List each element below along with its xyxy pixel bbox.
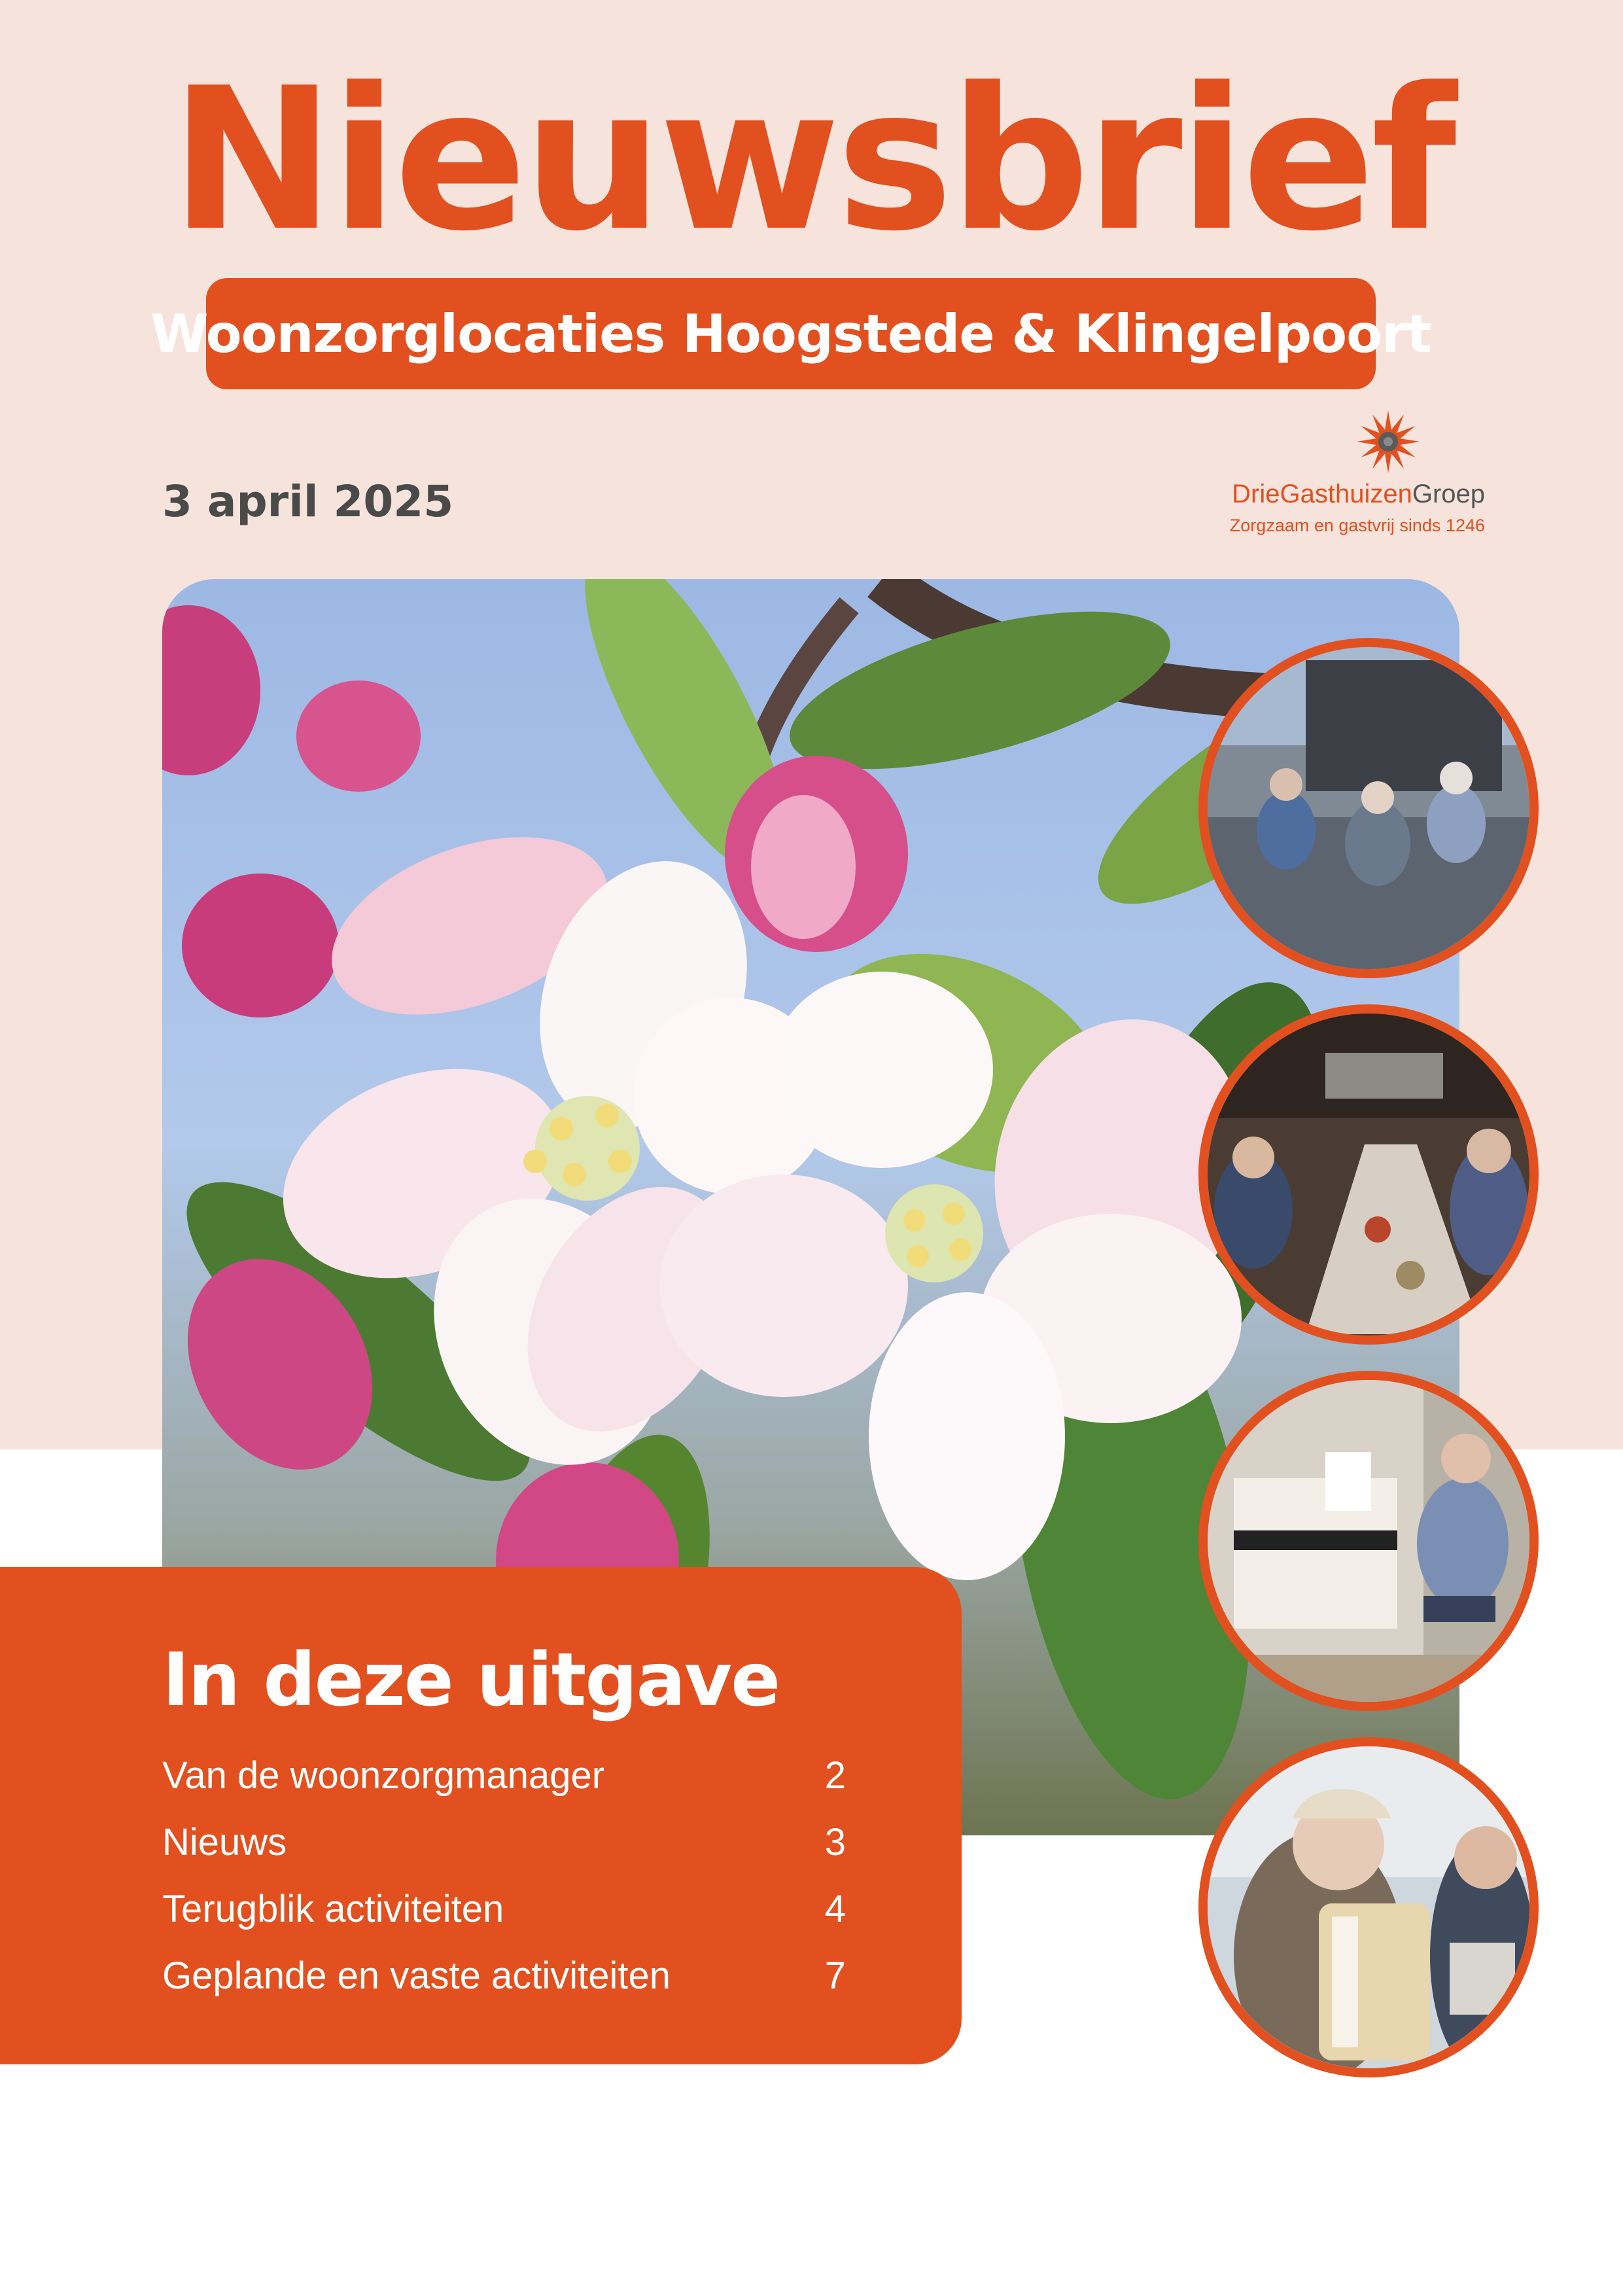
toc-item[interactable]	[162, 1887, 846, 1939]
logo-name-part2: Groep	[1412, 480, 1485, 508]
toc-item-label: Geplande en vaste activiteiten	[162, 1954, 671, 1997]
toc-item-page: 3	[824, 1821, 846, 1863]
terrace-gathering-photo	[1198, 638, 1539, 978]
subtitle-banner	[150, 278, 1431, 389]
group-dinner-photo	[1198, 1004, 1539, 1345]
accordion-players-photo	[1198, 1737, 1539, 2077]
dinner-illustration	[1208, 1014, 1529, 1335]
toc-item-label: Terugblik activiteiten	[162, 1888, 504, 1930]
accordion-illustration	[1208, 1746, 1529, 2068]
newsletter-title: Nieuwsbrief	[170, 46, 1453, 274]
toc-item-page: 2	[824, 1754, 846, 1797]
logo-name-part1: DrieGasthuizen	[1232, 480, 1412, 508]
flower-logo-icon	[1349, 409, 1427, 474]
organization-logo	[1171, 409, 1485, 540]
toc-item-label: Van de woonzorgmanager	[162, 1754, 605, 1797]
table-of-contents	[0, 1567, 962, 2064]
logo-tagline: Zorgzaam en gastvrij sinds 1246	[1229, 516, 1485, 535]
issue-date: 3 april 2025	[162, 476, 454, 527]
toc-item[interactable]	[162, 1754, 846, 1806]
piano-illustration	[1208, 1380, 1529, 1702]
toc-item-label: Nieuws	[162, 1821, 287, 1863]
piano-player-photo	[1198, 1371, 1539, 1711]
toc-item-page: 7	[824, 1954, 846, 1997]
toc-item[interactable]	[162, 1954, 846, 2006]
toc-item-page: 4	[824, 1888, 846, 1930]
terrace-illustration	[1208, 647, 1529, 969]
logo-name	[1232, 480, 1485, 509]
toc-heading: In deze uitgave	[162, 1638, 780, 1723]
subtitle-text: Woonzorglocaties Hoogstede & Klingelpoort	[150, 303, 1431, 364]
toc-item[interactable]	[162, 1820, 846, 1873]
